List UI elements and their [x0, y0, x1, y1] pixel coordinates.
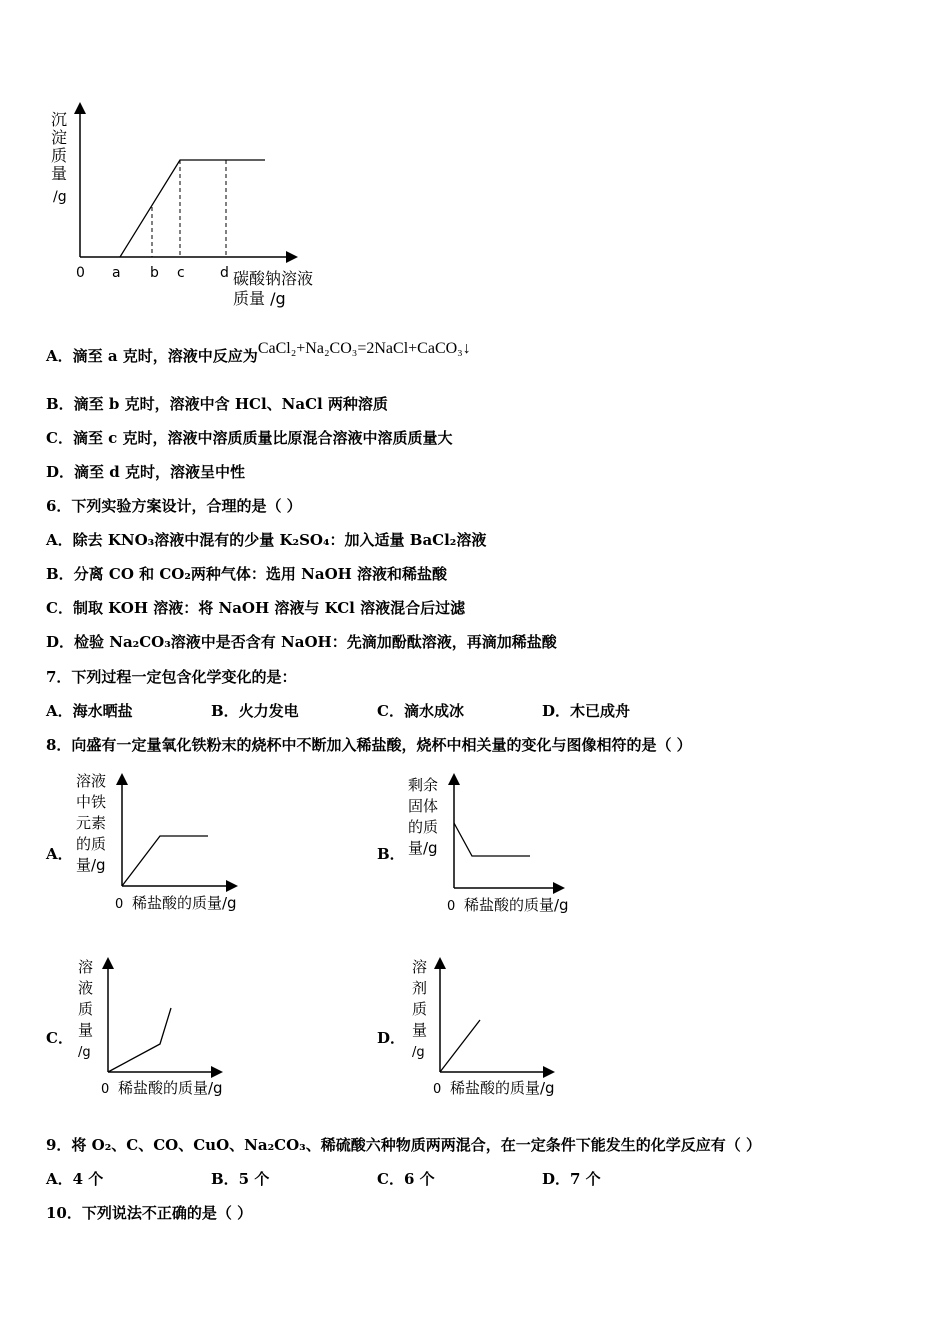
graph-b-xlabel: 稀盐酸的质量/g: [464, 896, 569, 914]
q8-label-a: A．: [46, 845, 73, 863]
q8-label-d: D．: [377, 1029, 406, 1047]
q6-option-a: A．除去 KNO₃溶液中混有的少量 K₂SO₄：加入适量 BaCl₂溶液: [46, 531, 487, 549]
graph-a-origin: 0: [115, 897, 124, 912]
ylabel-char-1: 淀: [51, 128, 68, 147]
q9-option-a: A．4 个: [46, 1170, 104, 1188]
graph-d-ylabel-0: 溶: [412, 958, 428, 976]
graph-b-ylabel-3: 量/g: [408, 839, 438, 857]
q5-equation: CaCl₂+Na₂CO₃=2NaCl+CaCO₃↓: [257, 340, 471, 357]
q5-option-c: C．滴至 c 克时，溶液中溶质质量比原混合溶液中溶质质量大: [46, 429, 453, 447]
tick-c: c: [177, 265, 185, 281]
q9-stem: 9．将 O₂、C、CO、CuO、Na₂CO₃、稀硫酸六种物质两两混合，在一定条件下能发生的化学反应有（ ）: [46, 1136, 761, 1154]
q6-option-d: D．检验 Na₂CO₃溶液中是否含有 NaOH：先滴加酚酞溶液，再滴加稀盐酸: [46, 633, 557, 651]
graph-c-ylabel-3: 量: [78, 1021, 94, 1039]
q8-graph-d: [402, 952, 592, 1102]
q5-option-d: D．滴至 d 克时，溶液呈中性: [46, 463, 245, 481]
q6-option-b: B．分离 CO 和 CO₂两种气体：选用 NaOH 溶液和稀盐酸: [46, 565, 448, 583]
tick-d: d: [220, 265, 229, 281]
q7-option-c: C．滴水成冰: [377, 702, 464, 720]
q9-option-b: B．5 个: [211, 1170, 270, 1188]
q9-option-d: D．7 个: [542, 1170, 601, 1188]
q8-label-b: B．: [377, 845, 405, 863]
q6-option-c: C．制取 KOH 溶液：将 NaOH 溶液与 KCl 溶液混合后过滤: [46, 599, 466, 617]
precipitate-curve: [120, 160, 265, 257]
ylabel-unit: /g: [53, 189, 67, 205]
graph-a-ylabel-0: 溶液: [76, 772, 107, 790]
q8-stem: 8．向盛有一定量氧化铁粉末的烧杯中不断加入稀盐酸，烧杯中相关量的变化与图像相符的是（ ）: [46, 736, 692, 754]
q8-graph-b: [402, 768, 592, 918]
q7-option-b: B．火力发电: [211, 702, 299, 720]
q10-stem: 10．下列说法不正确的是（ ）: [46, 1204, 253, 1222]
q5-option-a: [46, 340, 471, 367]
origin-label: 0: [76, 265, 85, 281]
graph-b-origin: 0: [447, 899, 456, 914]
graph-b-ylabel-2: 的质: [408, 818, 439, 836]
q7-option-d: D．木已成舟: [542, 702, 631, 720]
q7-stem: 7．下列过程一定包含化学变化的是：: [46, 668, 297, 686]
q9-option-c: C．6 个: [377, 1170, 435, 1188]
tick-b: b: [150, 265, 159, 281]
graph-c-ylabel-2: 质: [78, 1000, 94, 1018]
graph-d-origin: 0: [433, 1082, 442, 1097]
graph-c-ylabel-0: 溶: [78, 958, 94, 976]
graph-d-ylabel-2: 质: [412, 1000, 428, 1018]
graph-d-ylabel-1: 剂: [412, 979, 428, 997]
graph-a-ylabel-3: 的质: [76, 835, 107, 853]
graph-a-curve: [122, 836, 208, 886]
q8-graph-a: [70, 768, 260, 918]
graph-a-ylabel-1: 中铁: [76, 793, 107, 811]
q5-option-a-text: A．滴至 a 克时，溶液中反应为: [46, 347, 258, 365]
tick-a: a: [112, 265, 121, 281]
graph-c-ylabel-4: /g: [78, 1045, 91, 1060]
graph-c-origin: 0: [101, 1082, 110, 1097]
graph-d-ylabel-3: 量: [412, 1021, 428, 1039]
graph-d-curve: [440, 1020, 480, 1072]
graph-b-curve: [454, 823, 530, 856]
graph-b-ylabel-0: 剩余: [408, 776, 439, 794]
xlabel-line1: 碳酸钠溶液: [233, 269, 314, 288]
graph-a-ylabel-2: 元素: [76, 814, 107, 832]
q8-graph-c: [70, 952, 260, 1102]
precipitate-chart: [40, 95, 340, 315]
graph-d-ylabel-4: /g: [412, 1045, 425, 1060]
ylabel-char-0: 沉: [51, 110, 68, 129]
ylabel-char-3: 量: [51, 164, 68, 183]
q5-option-b: B．滴至 b 克时，溶液中含 HCl、NaCl 两种溶质: [46, 395, 388, 413]
graph-b-ylabel-1: 固体: [408, 797, 439, 815]
graph-d-xlabel: 稀盐酸的质量/g: [450, 1079, 555, 1097]
q8-label-c: C．: [46, 1029, 73, 1047]
ylabel-char-2: 质: [51, 146, 68, 165]
graph-c-curve: [108, 1008, 171, 1072]
graph-c-ylabel-1: 液: [78, 979, 94, 997]
graph-a-ylabel-4: 量/g: [76, 856, 106, 874]
graph-a-xlabel: 稀盐酸的质量/g: [132, 894, 237, 912]
xlabel-line2: 质量 /g: [233, 289, 286, 308]
q7-option-a: A．海水晒盐: [46, 702, 133, 720]
graph-c-xlabel: 稀盐酸的质量/g: [118, 1079, 223, 1097]
q6-stem: 6．下列实验方案设计，合理的是（ ）: [46, 497, 302, 515]
